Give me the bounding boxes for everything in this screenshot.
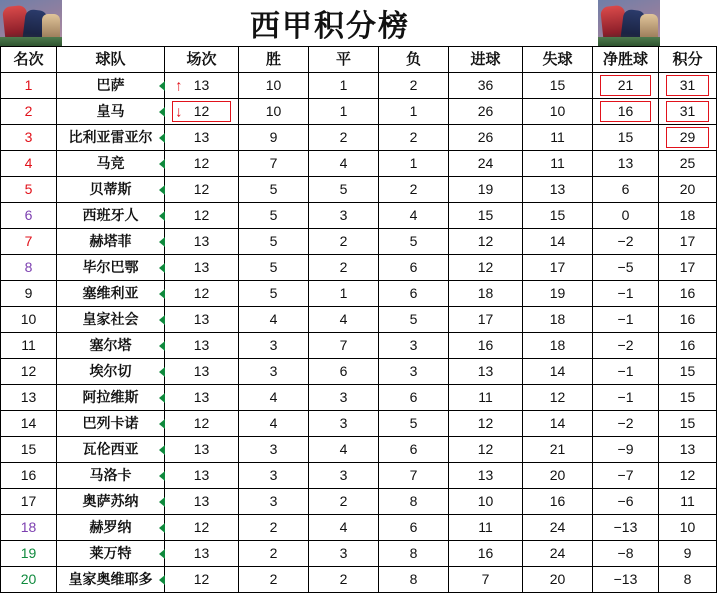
team-label: 塞维利亚 [82, 285, 139, 301]
cell-team-name[interactable] [57, 333, 165, 359]
cell-team-name[interactable] [57, 567, 165, 593]
cell-draw: 2 [309, 255, 379, 281]
cell-draw: 1 [309, 99, 379, 125]
cell-goal-difference: −1 [593, 281, 659, 307]
table-row[interactable] [1, 307, 717, 333]
cell-draw: 1 [309, 281, 379, 307]
team-label: 皇马 [96, 103, 125, 119]
cell-goals-for: 16 [449, 541, 523, 567]
table-row[interactable] [1, 333, 717, 359]
team-label: 皇家社会 [82, 311, 139, 327]
team-label: 西班牙人 [82, 207, 139, 223]
cell-goal-difference: 15 [593, 125, 659, 151]
cell-draw: 4 [309, 151, 379, 177]
cell-goals-against: 24 [523, 515, 593, 541]
cell-goals-against: 20 [523, 567, 593, 593]
table-row[interactable] [1, 437, 717, 463]
cell-goal-difference: −13 [593, 515, 659, 541]
table-row[interactable] [1, 385, 717, 411]
cell-goals-against: 14 [523, 411, 593, 437]
cell-goals-for: 13 [449, 359, 523, 385]
table-row[interactable] [1, 515, 717, 541]
team-label: 赫塔菲 [89, 233, 132, 249]
table-row[interactable] [1, 359, 717, 385]
cell-rank: 1 [1, 73, 57, 99]
cell-goals-against: 21 [523, 437, 593, 463]
cell-goal-difference: −1 [593, 385, 659, 411]
cell-lose: 6 [379, 385, 449, 411]
cell-goals-for: 12 [449, 255, 523, 281]
cell-draw: 5 [309, 177, 379, 203]
cell-team-name[interactable] [57, 177, 165, 203]
cell-team-name[interactable] [57, 255, 165, 281]
cell-goals-for: 17 [449, 307, 523, 333]
table-header-row [1, 47, 717, 73]
cell-goals-for: 12 [449, 437, 523, 463]
cell-lose: 7 [379, 463, 449, 489]
played-value: 13 [193, 389, 210, 405]
cell-goals-for: 7 [449, 567, 523, 593]
table-row[interactable] [1, 411, 717, 437]
played-value: 13 [193, 259, 210, 275]
table-body [1, 73, 717, 593]
cell-played [165, 385, 239, 411]
cell-goals-against: 18 [523, 307, 593, 333]
col-header-draw: 平 [309, 47, 379, 73]
cell-played [165, 73, 239, 99]
team-label: 马竞 [96, 155, 125, 171]
cell-goals-for: 15 [449, 203, 523, 229]
cell-points: 12 [659, 463, 717, 489]
played-value: 12 [193, 415, 210, 431]
played-value: 12 [193, 285, 210, 301]
cell-goals-against: 11 [523, 151, 593, 177]
cell-team-name[interactable] [57, 307, 165, 333]
table-row[interactable] [1, 151, 717, 177]
cell-goals-for: 26 [449, 125, 523, 151]
cell-goals-against: 19 [523, 281, 593, 307]
cell-goals-against: 15 [523, 203, 593, 229]
cell-goal-difference: −6 [593, 489, 659, 515]
played-value: 13 [193, 493, 210, 509]
cell-played [165, 333, 239, 359]
cell-lose: 5 [379, 411, 449, 437]
table-row[interactable] [1, 463, 717, 489]
cell-team-name[interactable] [57, 229, 165, 255]
cell-goal-difference: −2 [593, 411, 659, 437]
cell-draw: 7 [309, 333, 379, 359]
cell-lose: 8 [379, 541, 449, 567]
cell-rank: 6 [1, 203, 57, 229]
cell-points: 31 [659, 73, 717, 99]
played-value: 13 [193, 337, 210, 353]
cell-team-name[interactable] [57, 281, 165, 307]
played-value: 12 [193, 571, 210, 587]
cell-draw: 3 [309, 463, 379, 489]
cell-goals-against: 20 [523, 463, 593, 489]
cell-goal-difference: −7 [593, 463, 659, 489]
cell-goals-for: 26 [449, 99, 523, 125]
cell-lose: 2 [379, 73, 449, 99]
cell-played [165, 437, 239, 463]
cell-points: 16 [659, 307, 717, 333]
team-label: 奥萨苏纳 [82, 493, 139, 509]
cell-goal-difference: 21 [593, 73, 659, 99]
cell-team-name[interactable] [57, 385, 165, 411]
cell-goal-difference: 0 [593, 203, 659, 229]
cell-points: 10 [659, 515, 717, 541]
cell-team-name[interactable] [57, 203, 165, 229]
played-value: 13 [193, 311, 210, 327]
cell-win: 2 [239, 567, 309, 593]
cell-rank: 7 [1, 229, 57, 255]
cell-rank: 19 [1, 541, 57, 567]
cell-goals-for: 11 [449, 515, 523, 541]
cell-goal-difference: −1 [593, 359, 659, 385]
cell-played [165, 99, 239, 125]
cell-rank: 3 [1, 125, 57, 151]
table-row[interactable] [1, 203, 717, 229]
cell-win: 2 [239, 515, 309, 541]
cell-goal-difference: 13 [593, 151, 659, 177]
cell-win: 10 [239, 73, 309, 99]
cell-played [165, 359, 239, 385]
cell-win: 5 [239, 281, 309, 307]
cell-lose: 8 [379, 567, 449, 593]
cell-lose: 8 [379, 489, 449, 515]
cell-win: 3 [239, 359, 309, 385]
cell-goal-difference: −2 [593, 229, 659, 255]
cell-played [165, 307, 239, 333]
cell-goal-difference: −5 [593, 255, 659, 281]
cell-goals-for: 18 [449, 281, 523, 307]
cell-goal-difference: −1 [593, 307, 659, 333]
cell-rank: 11 [1, 333, 57, 359]
col-header-lose: 负 [379, 47, 449, 73]
team-label: 比利亚雷亚尔 [68, 129, 153, 145]
cell-team-name[interactable] [57, 411, 165, 437]
table-row[interactable] [1, 125, 717, 151]
cell-draw: 3 [309, 203, 379, 229]
cell-played [165, 411, 239, 437]
cell-goals-for: 16 [449, 333, 523, 359]
played-value: 13 [193, 441, 210, 457]
col-header-gd: 净胜球 [593, 47, 659, 73]
cell-draw: 4 [309, 307, 379, 333]
cell-draw: 3 [309, 541, 379, 567]
cell-played [165, 177, 239, 203]
cell-team-name[interactable] [57, 99, 165, 125]
cell-lose: 1 [379, 151, 449, 177]
col-header-rank: 名次 [1, 47, 57, 73]
cell-rank: 15 [1, 437, 57, 463]
cell-rank: 14 [1, 411, 57, 437]
cell-win: 4 [239, 307, 309, 333]
col-header-gf: 进球 [449, 47, 523, 73]
team-label: 巴萨 [96, 77, 125, 93]
cell-win: 3 [239, 333, 309, 359]
cell-goal-difference: 16 [593, 99, 659, 125]
cell-draw: 3 [309, 411, 379, 437]
played-value: 13 [193, 129, 210, 145]
cell-goals-against: 13 [523, 177, 593, 203]
col-header-ga: 失球 [523, 47, 593, 73]
cell-win: 5 [239, 229, 309, 255]
cell-win: 3 [239, 489, 309, 515]
played-value: 12 [193, 181, 210, 197]
cell-points: 13 [659, 437, 717, 463]
cell-goal-difference: −9 [593, 437, 659, 463]
cell-played [165, 203, 239, 229]
cell-goals-against: 24 [523, 541, 593, 567]
stadium-photo-right-icon [598, 0, 660, 46]
table-row[interactable] [1, 73, 717, 99]
cell-points: 25 [659, 151, 717, 177]
played-value: 13 [193, 545, 210, 561]
cell-points: 20 [659, 177, 717, 203]
cell-points: 17 [659, 229, 717, 255]
team-label: 赫罗纳 [89, 519, 132, 535]
cell-points: 18 [659, 203, 717, 229]
played-value: 12 [193, 207, 210, 223]
cell-played [165, 125, 239, 151]
cell-points: 15 [659, 385, 717, 411]
played-value: 13 [193, 467, 210, 483]
cell-rank: 8 [1, 255, 57, 281]
col-header-points: 积分 [659, 47, 717, 73]
cell-draw: 1 [309, 73, 379, 99]
team-label: 毕尔巴鄂 [82, 259, 139, 275]
played-value: 13 [193, 233, 210, 249]
cell-lose: 3 [379, 333, 449, 359]
table-row[interactable] [1, 281, 717, 307]
cell-win: 5 [239, 177, 309, 203]
cell-team-name[interactable] [57, 437, 165, 463]
team-label: 莱万特 [89, 545, 132, 561]
table-row[interactable] [1, 99, 717, 125]
cell-team-name[interactable] [57, 151, 165, 177]
cell-win: 9 [239, 125, 309, 151]
cell-draw: 2 [309, 489, 379, 515]
cell-rank: 17 [1, 489, 57, 515]
team-label: 马洛卡 [89, 467, 132, 483]
cell-goals-against: 16 [523, 489, 593, 515]
cell-team-name[interactable] [57, 541, 165, 567]
cell-goals-for: 12 [449, 229, 523, 255]
arrow-down-icon: ↓ [175, 103, 183, 120]
cell-draw: 2 [309, 229, 379, 255]
cell-played [165, 489, 239, 515]
cell-points: 31 [659, 99, 717, 125]
cell-draw: 2 [309, 125, 379, 151]
cell-goals-for: 12 [449, 411, 523, 437]
cell-rank: 10 [1, 307, 57, 333]
team-label: 巴列卡诺 [82, 415, 139, 431]
cell-goal-difference: 6 [593, 177, 659, 203]
cell-points: 15 [659, 411, 717, 437]
cell-rank: 2 [1, 99, 57, 125]
cell-goals-against: 14 [523, 359, 593, 385]
played-value: 12 [193, 155, 210, 171]
cell-draw: 3 [309, 385, 379, 411]
team-label: 塞尔塔 [89, 337, 132, 353]
played-value: 12 [193, 519, 210, 535]
col-header-played: 场次 [165, 47, 239, 73]
page-title: 西甲积分榜 [250, 9, 410, 44]
cell-lose: 2 [379, 125, 449, 151]
cell-goal-difference: −2 [593, 333, 659, 359]
table-row[interactable] [1, 255, 717, 281]
cell-goals-against: 14 [523, 229, 593, 255]
cell-win: 4 [239, 385, 309, 411]
cell-played [165, 515, 239, 541]
cell-rank: 12 [1, 359, 57, 385]
cell-played [165, 541, 239, 567]
cell-goals-against: 12 [523, 385, 593, 411]
cell-rank: 20 [1, 567, 57, 593]
col-header-team: 球队 [57, 47, 165, 73]
cell-points: 11 [659, 489, 717, 515]
cell-points: 15 [659, 359, 717, 385]
cell-points: 16 [659, 281, 717, 307]
cell-goals-for: 11 [449, 385, 523, 411]
cell-played [165, 255, 239, 281]
cell-goals-against: 15 [523, 73, 593, 99]
cell-lose: 6 [379, 281, 449, 307]
cell-rank: 16 [1, 463, 57, 489]
cell-win: 7 [239, 151, 309, 177]
stadium-photo-left-icon [0, 0, 62, 46]
arrow-up-icon: ↑ [175, 77, 183, 94]
cell-rank: 13 [1, 385, 57, 411]
team-label: 贝蒂斯 [89, 181, 132, 197]
cell-win: 4 [239, 411, 309, 437]
cell-played [165, 567, 239, 593]
cell-played [165, 229, 239, 255]
cell-lose: 3 [379, 359, 449, 385]
cell-team-name[interactable] [57, 73, 165, 99]
cell-played [165, 463, 239, 489]
cell-draw: 4 [309, 437, 379, 463]
cell-win: 5 [239, 255, 309, 281]
cell-win: 3 [239, 463, 309, 489]
standings-table [0, 46, 717, 593]
cell-points: 9 [659, 541, 717, 567]
page-header [0, 0, 660, 46]
cell-team-name[interactable] [57, 515, 165, 541]
cell-win: 2 [239, 541, 309, 567]
cell-goal-difference: −13 [593, 567, 659, 593]
table-row[interactable] [1, 177, 717, 203]
cell-lose: 4 [379, 203, 449, 229]
cell-lose: 6 [379, 255, 449, 281]
cell-goals-for: 19 [449, 177, 523, 203]
cell-played [165, 151, 239, 177]
cell-lose: 5 [379, 307, 449, 333]
cell-team-name[interactable] [57, 125, 165, 151]
cell-points: 17 [659, 255, 717, 281]
team-label: 埃尔切 [89, 363, 132, 379]
cell-points: 8 [659, 567, 717, 593]
cell-team-name[interactable] [57, 489, 165, 515]
cell-goals-against: 17 [523, 255, 593, 281]
table-row[interactable] [1, 541, 717, 567]
played-value: 12 [193, 103, 210, 119]
cell-played [165, 281, 239, 307]
cell-lose: 2 [379, 177, 449, 203]
cell-draw: 6 [309, 359, 379, 385]
cell-rank: 18 [1, 515, 57, 541]
cell-rank: 5 [1, 177, 57, 203]
cell-draw: 2 [309, 567, 379, 593]
cell-win: 5 [239, 203, 309, 229]
table-row[interactable] [1, 229, 717, 255]
cell-goals-against: 11 [523, 125, 593, 151]
cell-goals-against: 18 [523, 333, 593, 359]
col-header-win: 胜 [239, 47, 309, 73]
cell-lose: 5 [379, 229, 449, 255]
cell-goals-for: 13 [449, 463, 523, 489]
cell-lose: 6 [379, 437, 449, 463]
table-row[interactable] [1, 567, 717, 593]
cell-rank: 4 [1, 151, 57, 177]
cell-lose: 6 [379, 515, 449, 541]
cell-points: 29 [659, 125, 717, 151]
played-value: 13 [193, 77, 210, 93]
cell-win: 3 [239, 437, 309, 463]
cell-goals-for: 10 [449, 489, 523, 515]
cell-draw: 4 [309, 515, 379, 541]
cell-lose: 1 [379, 99, 449, 125]
cell-points: 16 [659, 333, 717, 359]
cell-goal-difference: −8 [593, 541, 659, 567]
cell-goals-against: 10 [523, 99, 593, 125]
table-row[interactable] [1, 489, 717, 515]
cell-win: 10 [239, 99, 309, 125]
cell-goals-for: 24 [449, 151, 523, 177]
played-value: 13 [193, 363, 210, 379]
cell-rank: 9 [1, 281, 57, 307]
cell-team-name[interactable] [57, 359, 165, 385]
team-label: 皇家奥维耶多 [68, 571, 153, 587]
cell-team-name[interactable] [57, 463, 165, 489]
cell-goals-for: 36 [449, 73, 523, 99]
team-label: 瓦伦西亚 [82, 441, 139, 457]
team-label: 阿拉维斯 [82, 389, 139, 405]
